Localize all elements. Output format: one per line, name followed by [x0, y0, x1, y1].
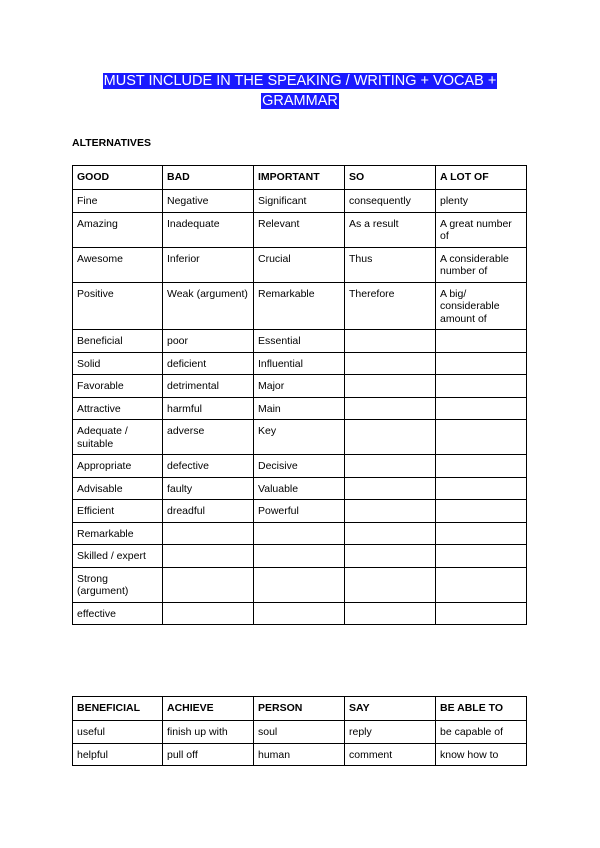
title-line-1: MUST INCLUDE IN THE SPEAKING / WRITING + VOCAB + — [103, 73, 497, 89]
table-cell: Key — [254, 420, 345, 455]
table-cell — [345, 477, 436, 500]
table-cell: Negative — [163, 190, 254, 213]
table-cell: Advisable — [73, 477, 163, 500]
table-cell: Thus — [345, 247, 436, 282]
table-cell — [436, 477, 527, 500]
table-cell — [254, 522, 345, 545]
table-cell — [436, 545, 527, 568]
table-cell — [163, 602, 254, 625]
header-cell: BAD — [163, 166, 254, 190]
table-cell: Remarkable — [254, 282, 345, 330]
table-cell: deficient — [163, 352, 254, 375]
table-row — [73, 397, 527, 420]
table-cell — [436, 375, 527, 398]
table-cell: adverse — [163, 420, 254, 455]
table-cell: Solid — [73, 352, 163, 375]
table-cell — [436, 500, 527, 523]
table-cell: Fine — [73, 190, 163, 213]
table-cell — [345, 602, 436, 625]
table-cell: Crucial — [254, 247, 345, 282]
table-cell — [254, 602, 345, 625]
table-cell: harmful — [163, 397, 254, 420]
table-cell: Efficient — [73, 500, 163, 523]
table-cell — [345, 352, 436, 375]
table-cell: effective — [73, 602, 163, 625]
header-cell: SO — [345, 166, 436, 190]
table-cell: Powerful — [254, 500, 345, 523]
table-row — [73, 212, 527, 247]
header-cell: ACHIEVE — [163, 697, 254, 721]
table-cell — [436, 455, 527, 478]
table-cell — [163, 522, 254, 545]
table-cell: faulty — [163, 477, 254, 500]
table-cell — [254, 567, 345, 602]
table-cell: Remarkable — [73, 522, 163, 545]
table-row — [73, 545, 527, 568]
table-row — [73, 743, 527, 766]
synonyms-table — [72, 696, 527, 766]
table-cell: defective — [163, 455, 254, 478]
table-cell: Favorable — [73, 375, 163, 398]
table-cell — [436, 602, 527, 625]
table-cell: Decisive — [254, 455, 345, 478]
table-cell: detrimental — [163, 375, 254, 398]
table-cell — [345, 500, 436, 523]
table-row — [73, 282, 527, 330]
table-cell: Inadequate — [163, 212, 254, 247]
table-cell: useful — [73, 721, 163, 744]
table-cell — [345, 545, 436, 568]
table-cell: poor — [163, 330, 254, 353]
table-cell: Strong (argument) — [73, 567, 163, 602]
table-header-row — [73, 166, 527, 190]
table-cell — [254, 545, 345, 568]
table-cell — [436, 330, 527, 353]
table-cell: know how to — [436, 743, 527, 766]
table-cell: Valuable — [254, 477, 345, 500]
table-cell: dreadful — [163, 500, 254, 523]
table-cell: plenty — [436, 190, 527, 213]
table-cell — [436, 567, 527, 602]
table-row — [73, 477, 527, 500]
table-cell: Main — [254, 397, 345, 420]
header-cell: A LOT OF — [436, 166, 527, 190]
table-cell: Influential — [254, 352, 345, 375]
title-line-2: GRAMMAR — [262, 93, 338, 109]
table-row — [73, 420, 527, 455]
table-cell: pull off — [163, 743, 254, 766]
table-cell: Beneficial — [73, 330, 163, 353]
table-row — [73, 330, 527, 353]
table-cell: Inferior — [163, 247, 254, 282]
table-cell: A great number of — [436, 212, 527, 247]
table-cell — [163, 567, 254, 602]
table-cell: Major — [254, 375, 345, 398]
table-cell: be capable of — [436, 721, 527, 744]
table-cell: reply — [345, 721, 436, 744]
table-cell: finish up with — [163, 721, 254, 744]
header-cell: SAY — [345, 697, 436, 721]
table-cell: A considerable number of — [436, 247, 527, 282]
table-row — [73, 247, 527, 282]
table-cell — [345, 375, 436, 398]
table-cell — [345, 397, 436, 420]
table-cell — [163, 545, 254, 568]
table-cell: As a result — [345, 212, 436, 247]
header-cell: BE ABLE TO — [436, 697, 527, 721]
table-cell: Appropriate — [73, 455, 163, 478]
table-cell: comment — [345, 743, 436, 766]
table-cell: Essential — [254, 330, 345, 353]
table-cell: Skilled / expert — [73, 545, 163, 568]
header-cell: GOOD — [73, 166, 163, 190]
table-cell — [345, 420, 436, 455]
table-cell: soul — [254, 721, 345, 744]
table-row — [73, 500, 527, 523]
table-cell — [436, 397, 527, 420]
table-row — [73, 352, 527, 375]
table-cell: A big/ considerable amount of — [436, 282, 527, 330]
table-cell: Amazing — [73, 212, 163, 247]
table-cell: consequently — [345, 190, 436, 213]
table-cell: Adequate / suitable — [73, 420, 163, 455]
table-header-row — [73, 697, 527, 721]
table-row — [73, 375, 527, 398]
table-row — [73, 721, 527, 744]
table-cell — [436, 522, 527, 545]
table-cell — [436, 352, 527, 375]
header-cell: PERSON — [254, 697, 345, 721]
table-cell: helpful — [73, 743, 163, 766]
table-cell: Attractive — [73, 397, 163, 420]
table-cell: Significant — [254, 190, 345, 213]
table-cell — [345, 567, 436, 602]
table-cell — [345, 522, 436, 545]
table-row — [73, 455, 527, 478]
alternatives-table — [72, 165, 527, 625]
table-cell — [345, 455, 436, 478]
table-cell: Relevant — [254, 212, 345, 247]
table-cell: Therefore — [345, 282, 436, 330]
header-cell: IMPORTANT — [254, 166, 345, 190]
table-cell: Weak (argument) — [163, 282, 254, 330]
table-cell: human — [254, 743, 345, 766]
document-title — [0, 71, 600, 111]
table-cell — [345, 330, 436, 353]
table-cell: Positive — [73, 282, 163, 330]
table-cell: Awesome — [73, 247, 163, 282]
section-label-alternatives: ALTERNATIVES — [72, 137, 151, 149]
table-row — [73, 602, 527, 625]
table-row — [73, 522, 527, 545]
table-cell — [436, 420, 527, 455]
table-row — [73, 190, 527, 213]
table-row — [73, 567, 527, 602]
header-cell: BENEFICIAL — [73, 697, 163, 721]
